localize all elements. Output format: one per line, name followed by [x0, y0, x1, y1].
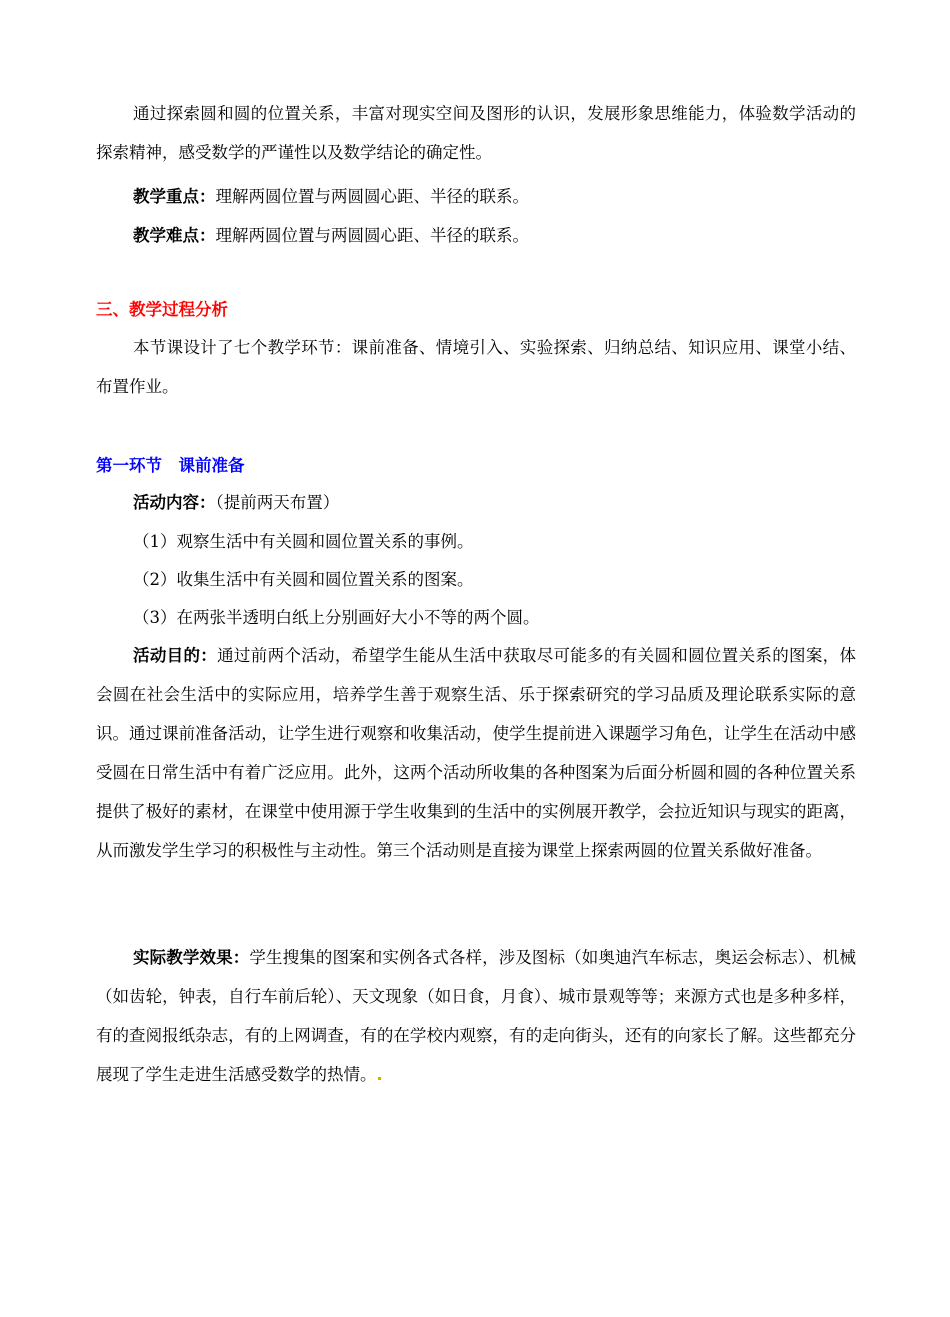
- key-point-text: 理解两圆位置与两圆圆心距、半径的联系。: [215, 187, 529, 206]
- activity-content-label: 活动内容：: [133, 493, 216, 512]
- section-intro: 本节课设计了七个教学环节：课前准备、情境引入、实验探索、归纳总结、知识应用、课堂小结、布置作业。: [96, 338, 856, 396]
- key-point-line: [133, 186, 529, 208]
- difficult-point-text: 理解两圆位置与两圆圆心距、半径的联系。: [215, 226, 529, 245]
- step-heading: 第一环节 课前准备: [96, 456, 245, 475]
- activity-purpose-label: 活动目的：: [133, 646, 218, 665]
- difficult-point-line: [133, 225, 529, 247]
- marker-dot-icon: [378, 1077, 381, 1080]
- activity-purpose-text: 通过前两个活动，希望学生能从生活中获取尽可能多的有关圆和圆位置关系的图案，体会圆在社会生活中的实际应用，培养学生善于观察生活、乐于探索研究的学习品质及理论联系实际的意识。通过课前准备活动，让学生进行观察和收集活动，使学生提前进入课题学习角色，让学生在活动中感受圆在日常生活中有着广泛应用。此外，这两个活动所收集的各种图案为后面分析圆和圆的各种位置关系提供了极好的素材，在课堂中使用源于学生收集到的生活中的实例展开教学，会拉近知识与现实的距离，从而激发学生学习的积极性与主动性。第三个活动则是直接为课堂上探索两圆的位置关系做好准备。: [96, 646, 857, 860]
- activity-purpose-paragraph: [96, 636, 856, 870]
- teaching-effect-text: 学生搜集的图案和实例各式各样，涉及图标（如奥迪汽车标志，奥运会标志）、机械（如齿轮，钟表，自行车前后轮）、天文现象（如日食，月食）、城市景观等等；来源方式也是多种多样，有的查阅报纸杂志，有的上网调查，有的在学校内观察，有的走向街头，还有的向家长了解。这些都充分展现了学生走进生活感受数学的热情。: [96, 948, 857, 1084]
- activity-content-text: （提前两天布置）: [215, 493, 340, 512]
- list-item: （1）观察生活中有关圆和圆位置关系的事例。: [133, 532, 474, 551]
- list-item: （3）在两张半透明白纸上分别画好大小不等的两个圆。: [133, 608, 540, 627]
- section-heading: 三、教学过程分析: [96, 300, 228, 319]
- goals-paragraph: 通过探索圆和圆的位置关系，丰富对现实空间及图形的认识，发展形象思维能力，体验数学活动的探索精神，感受数学的严谨性以及数学结论的确定性。: [96, 104, 856, 162]
- key-point-label: 教学重点：: [133, 187, 216, 206]
- teaching-effect-label: 实际教学效果：: [133, 948, 250, 967]
- teaching-effect-paragraph: [96, 938, 856, 1094]
- list-item: （2）收集生活中有关圆和圆位置关系的图案。: [133, 570, 474, 589]
- difficult-point-label: 教学难点：: [133, 226, 216, 245]
- activity-content-line: [133, 492, 339, 514]
